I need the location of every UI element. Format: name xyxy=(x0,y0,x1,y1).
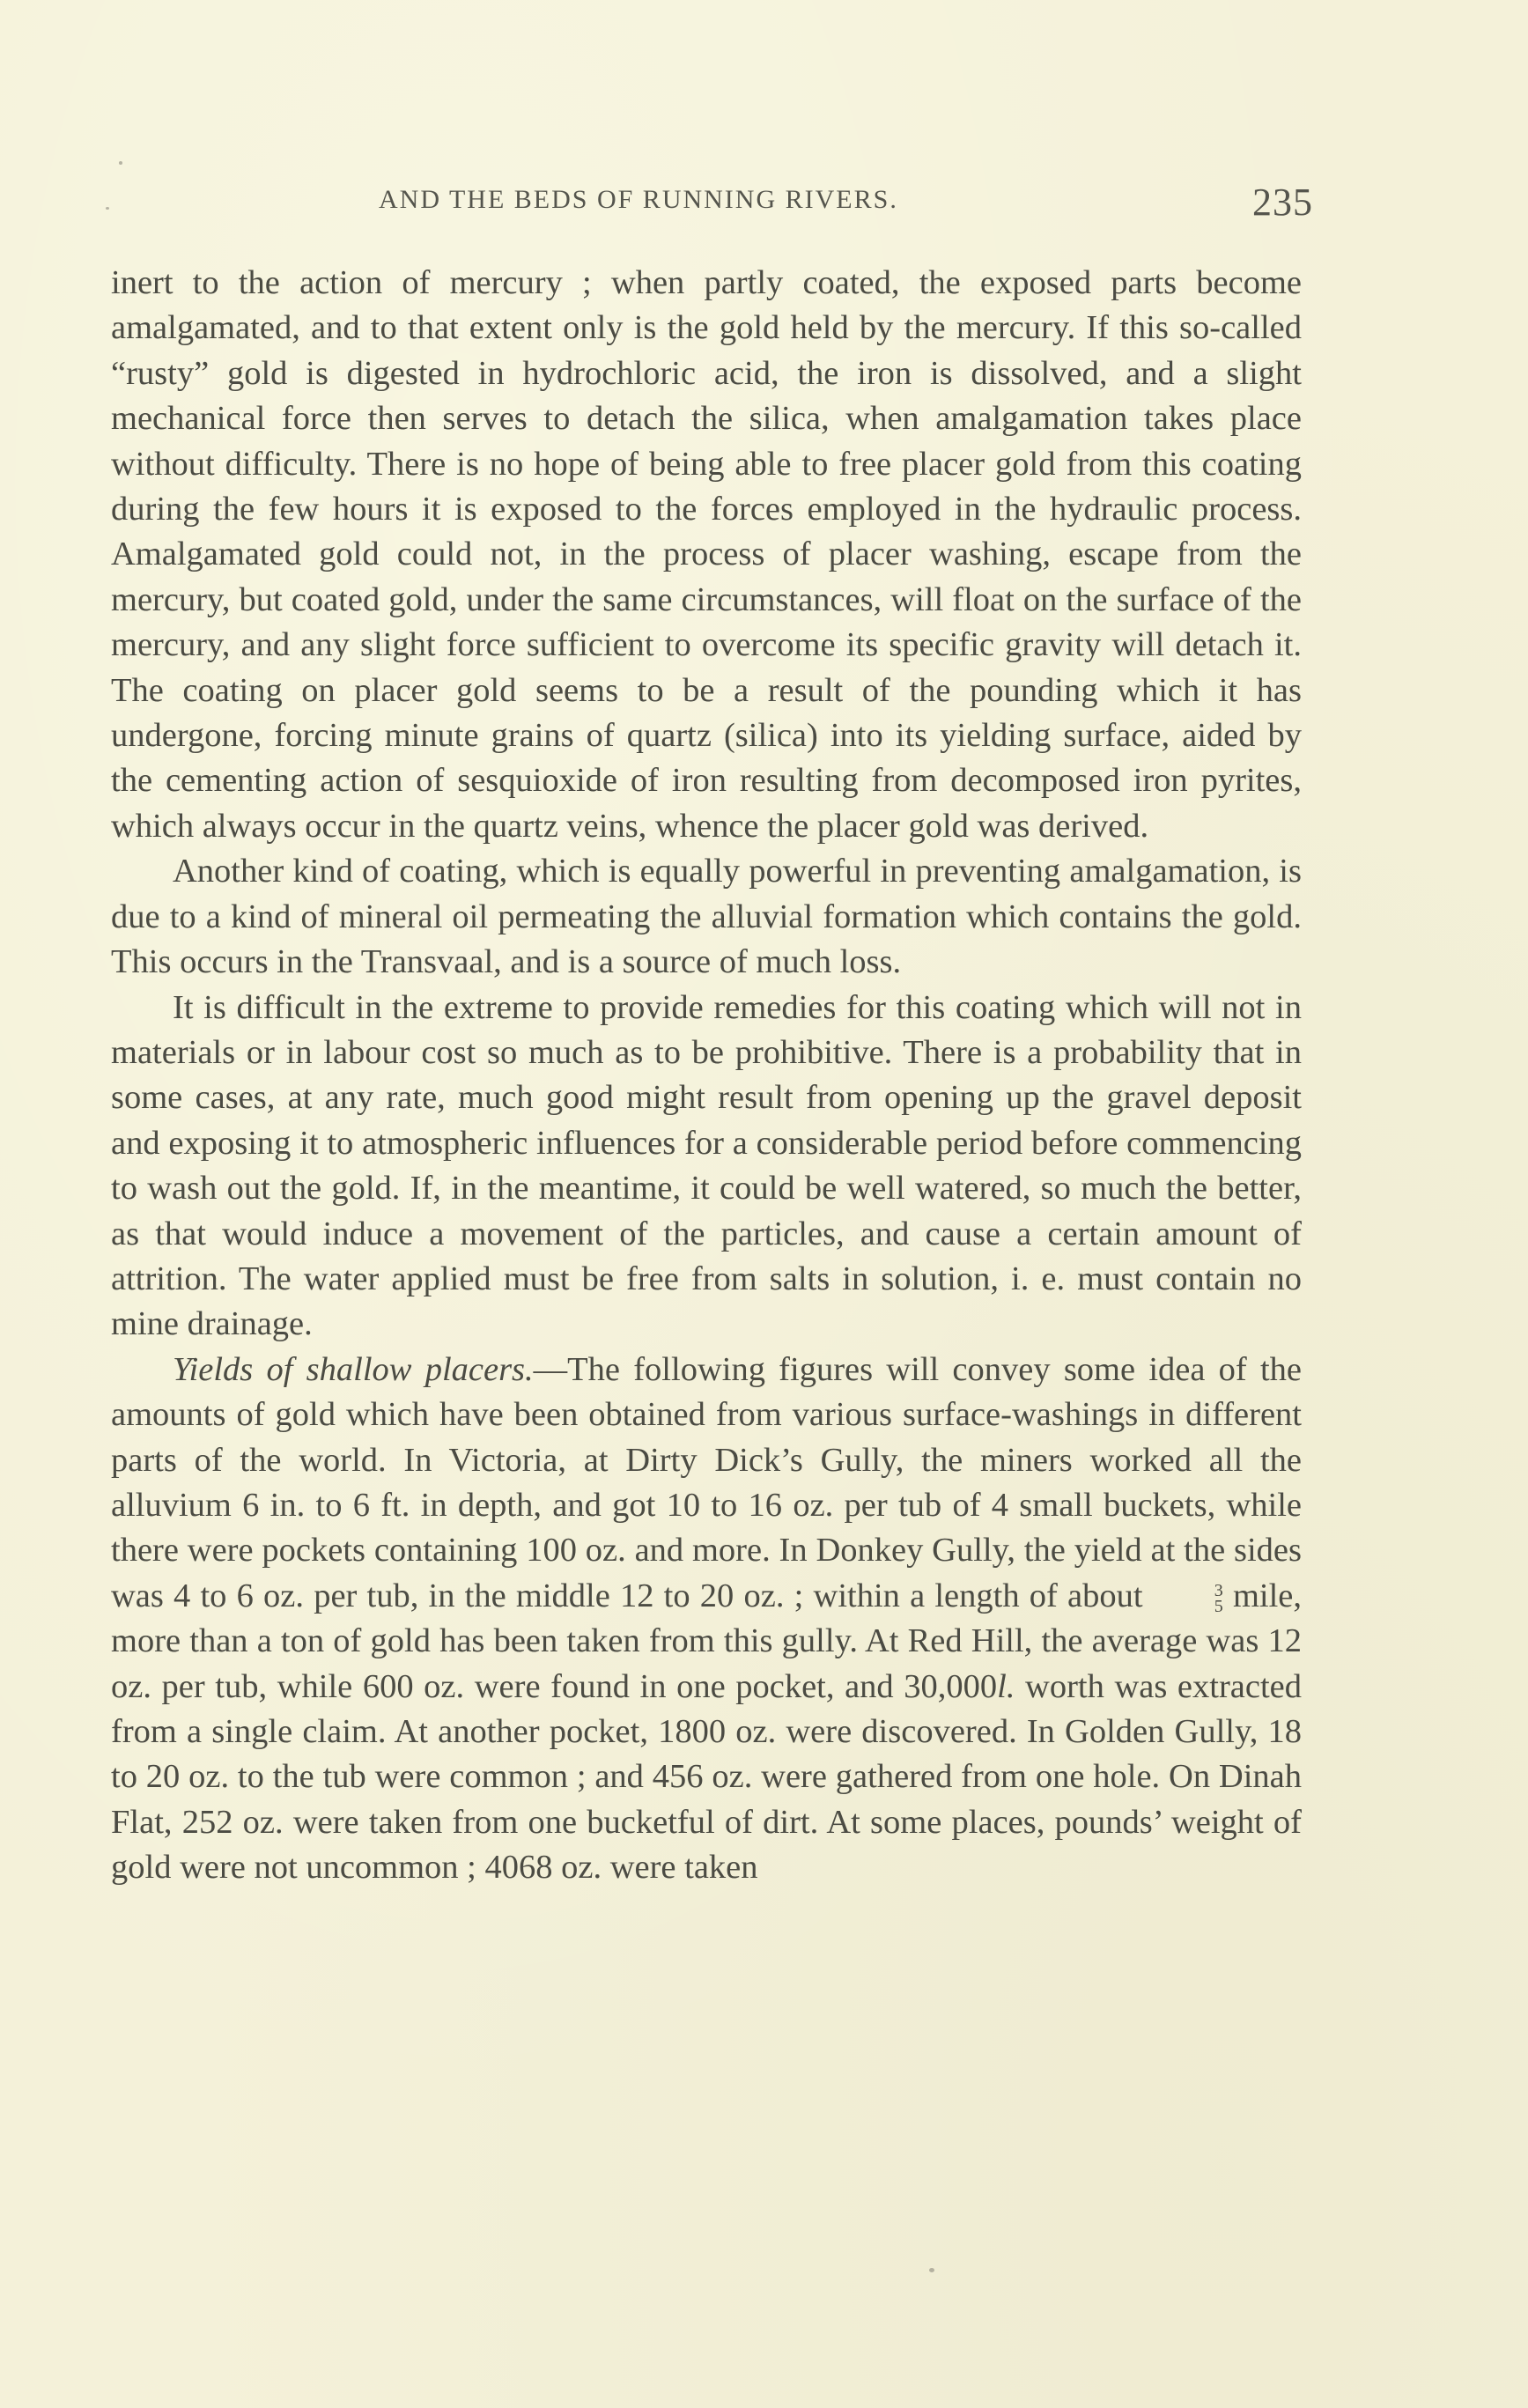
body-text xyxy=(111,261,1302,1891)
paper-speck xyxy=(929,2268,934,2272)
paragraph-3: It is difficult in the extreme to provide remedies for this coating which will not in materials or in labour cost so much as to be prohibitive. There is a probability that in some cases, at any rate, much good might result from opening up the gravel deposit and exposing it to atmospheric influences for a considerable period before commencing to wash out the gold. If, in the meantime, it could be well watered, so much the better, as that would induce a movement of the particles, and cause a certain amount of attrition. The water applied must be free from salts in solution, i. e. must contain no mine drainage. xyxy=(111,988,1302,1343)
pound-sterling-symbol: l. xyxy=(997,1667,1015,1705)
paragraph-4-part-1: —The following figures will convey some idea of the amounts of gold which have been obtained from various surface-washings in different parts of the world. In Victoria, at Dirty Dick’s Gully, the miners worked all the alluvium 6 in. to 6 ft. in depth, and got 10 to 16 oz. per tub of 4 small buckets, while there were pockets containing 100 oz. and more. In Donkey Gully, the yield at the sides was 4 to 6 oz. per tub, in the middle 12 to 20 oz. ; within a length of about xyxy=(111,1350,1302,1614)
paragraph-2: Another kind of coating, which is equally powerful in preventing amalgamation, is due to a kind of mineral oil permeating the alluvial formation which contains the gold. This occurs in the Transvaal, and is a source of much loss. xyxy=(111,853,1302,981)
fraction-denominator: 5 xyxy=(1214,1596,1223,1616)
paragraph-4 xyxy=(111,1348,1302,1891)
paragraph-4-part-3: worth was extracted from a single claim. At another pocket, 1800 oz. were discovered. In Golden Gully, 18 to 20 oz. to the tub were common ; and 456 oz. were gathered from one hole. On Dinah Flat, 252 oz. were taken from one bucketful of dirt. At some places, pounds’ weight of gold were not uncommon ; 4068 oz. were taken xyxy=(111,1667,1302,1887)
section-heading-italic: Yields of shallow placers. xyxy=(173,1350,534,1388)
paragraph-1: inert to the action of mercury ; when partly coated, the exposed parts become amalgamated, and to that extent only is the gold held by the mercury. If this so-called “rusty” gold is digested in hydrochloric acid, the iron is dissolved, and a slight mechanical force then serves to detach the silica, when amalgamation takes place without difficulty. There is no hope of being able to free placer gold from this coating during the few hours it is exposed to the forces employed in the hydraulic process. Amalgamated gold could not, in the process of placer washing, escape from the mercury, but coated gold, under the same circumstances, will float on the surface of the mercury, and any slight force sufficient to overcome its specific gravity will detach it. The coating on placer gold seems to be a result of the pounding which it has undergone, forcing minute grains of quartz (silica) into its yielding surface, aided by the cementing action of sesquioxide of iron resulting from decomposed iron pyrites, which always occur in the quartz veins, whence the placer gold was derived. xyxy=(111,264,1302,845)
paper-speck xyxy=(106,207,109,210)
paper-speck xyxy=(119,161,122,165)
fraction xyxy=(1153,1580,1223,1616)
paragraph-4-part-2: mile, more than a ton of gold has been taken from this gully. At Red Hill, the average was 12 oz. per tub, while 600 oz. were found in one pocket, and 30,000 xyxy=(111,1577,1302,1705)
fraction-numerator: 3 xyxy=(1214,1580,1223,1600)
running-head-title: AND THE BEDS OF RUNNING RIVERS. xyxy=(379,185,898,214)
page-number: 235 xyxy=(1252,181,1313,224)
